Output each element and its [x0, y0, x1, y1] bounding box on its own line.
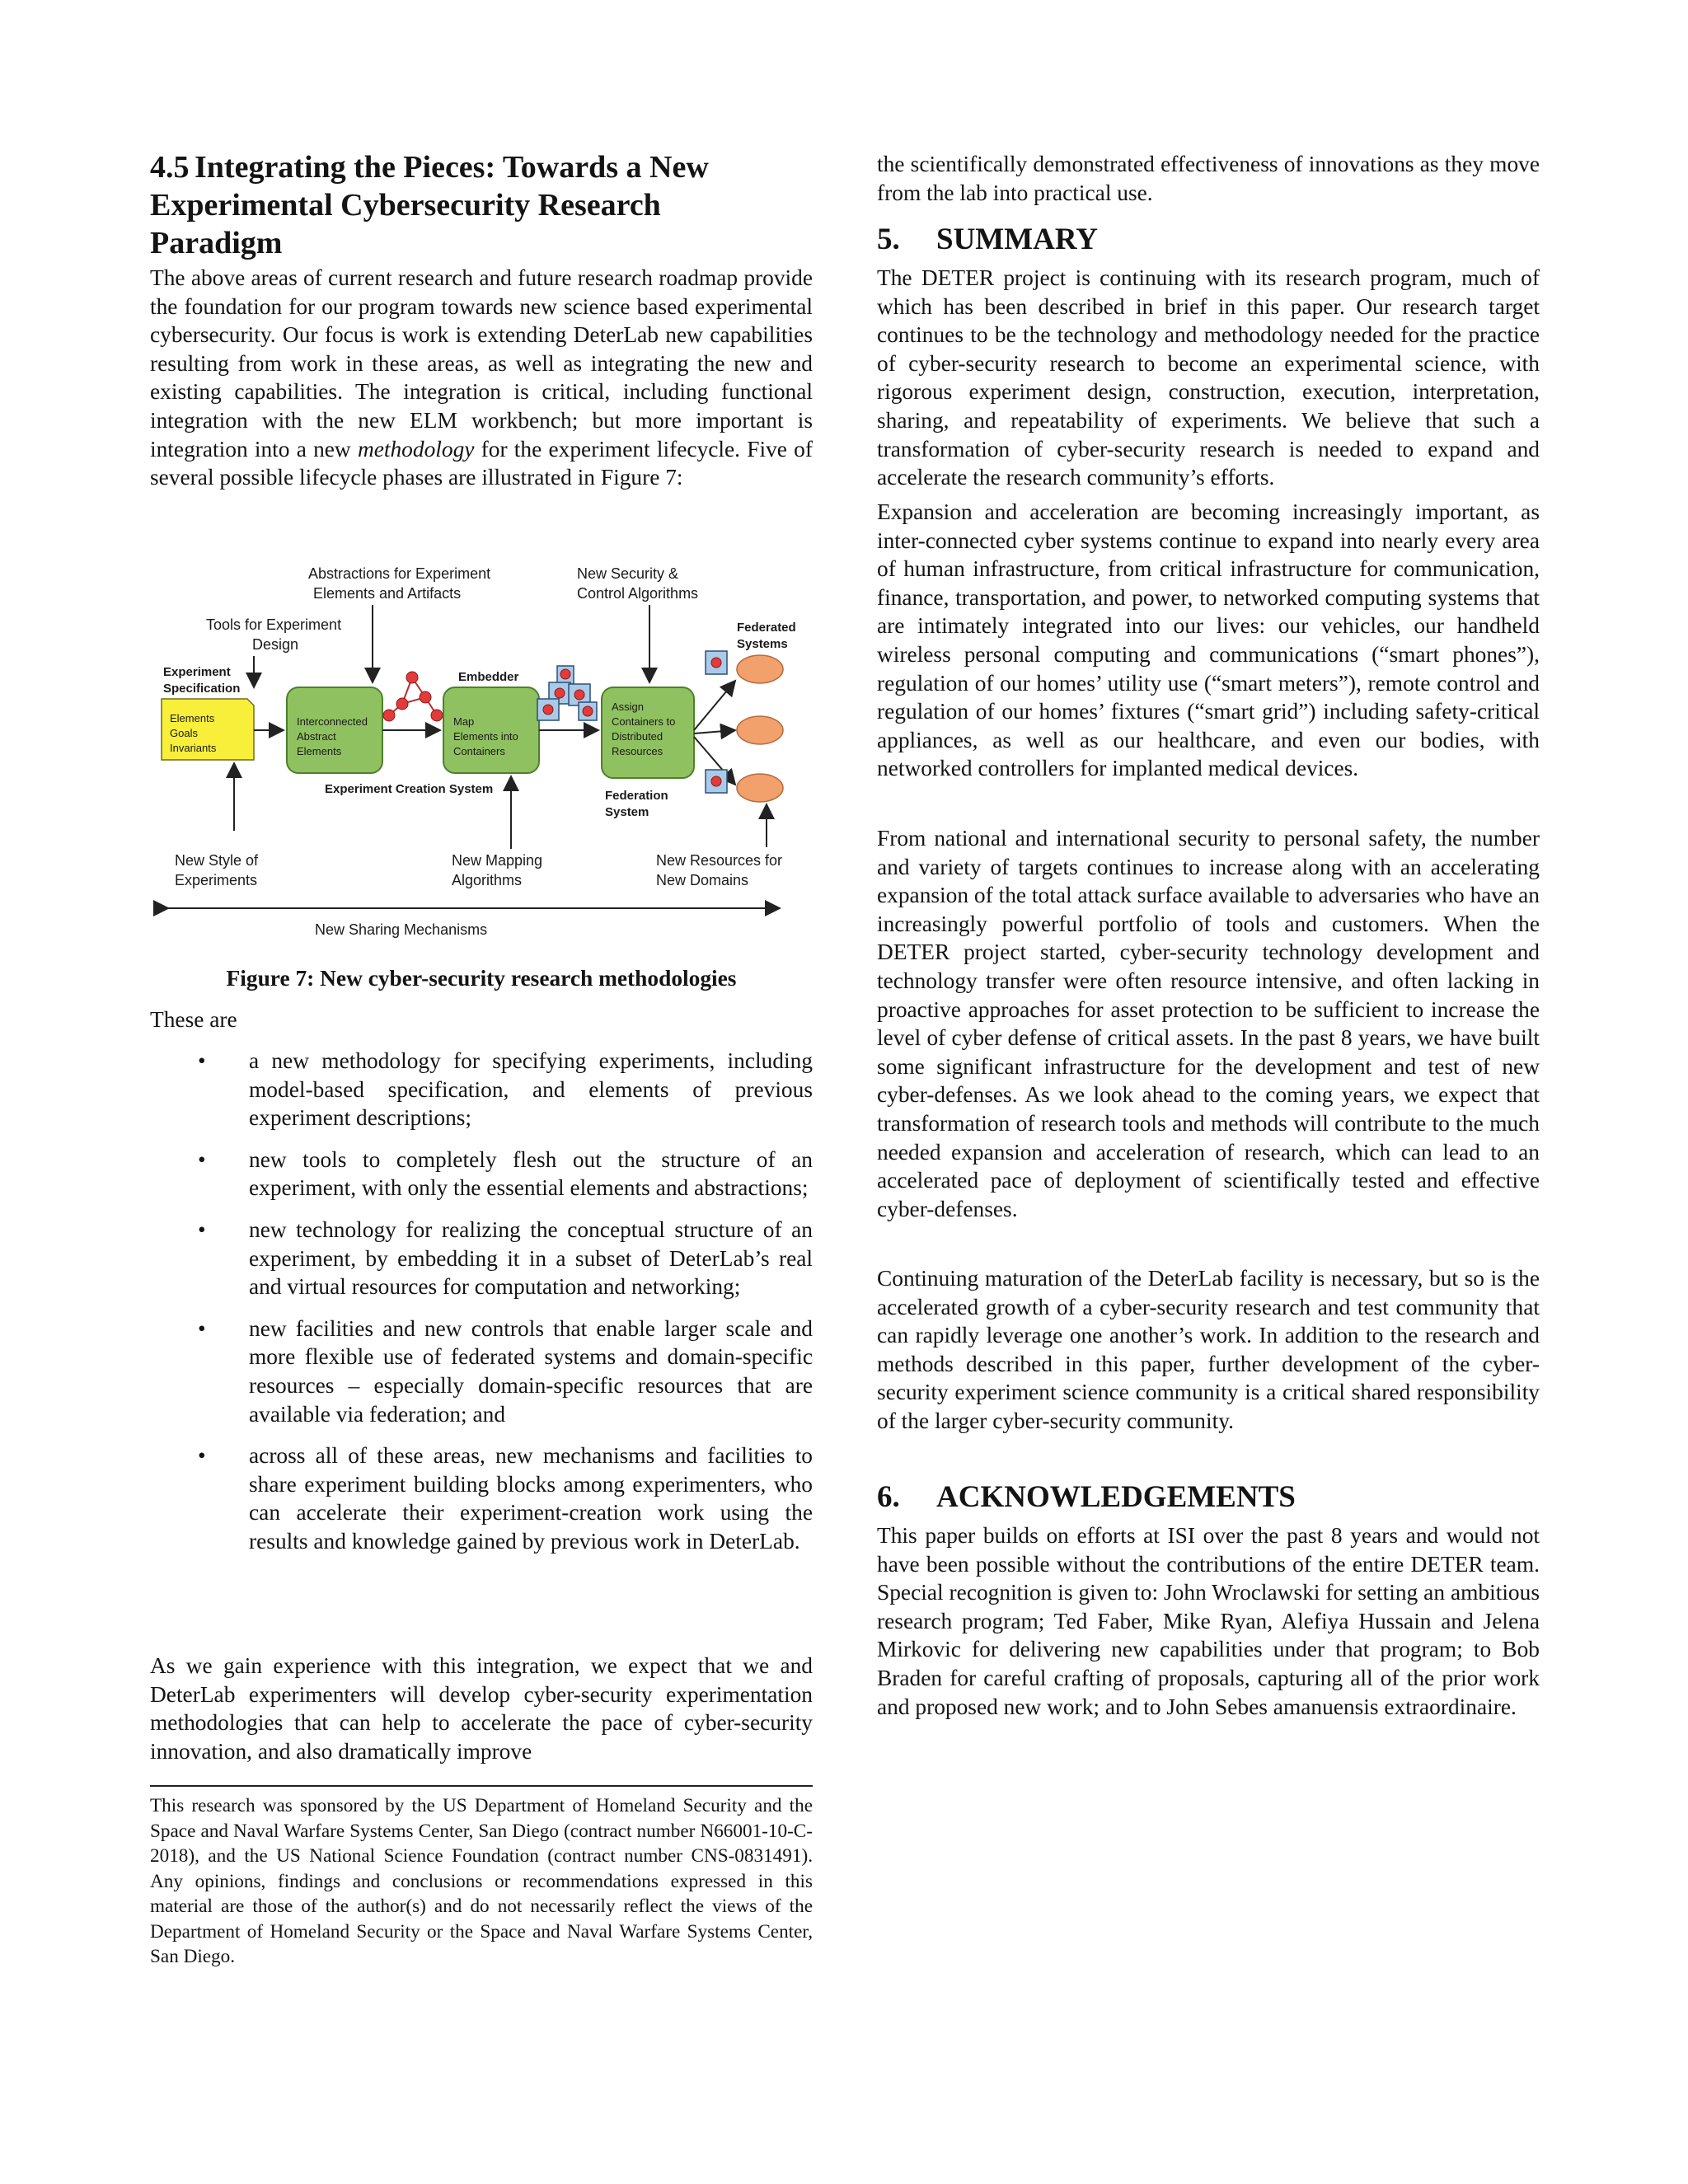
summary-paragraph-1: The DETER project is continuing with its research program, much of which has been described in brief in this paper. Our research target continues to be the technology and methodology needed for the practice of cyber-security research to become an experimental science, with rigorous experiment design, construction, execution, interpretation, sharing, and repeatability of experiments. We believe that such a transformation of cyber-security research is needed to expand and accelerate the research community’s efforts.	[877, 265, 1540, 490]
summary-paragraph-3: From national and international security to personal safety, the number and variety of targets continues to increase along with an accelerating expansion of the total attack surface available to adversaries who have an increasingly powerful portfolio of tools and customers. When the DETER project started, cyber-security technology development and technology transfer were often resource intensive, and often lacking in proactive approaches for asset protection to be sufficient to increase the level of cyber defense of critical assets. In the past 8 years, we have built some significant infrastructure for the development and test of new cyber-defenses. As we look ahead to the coming years, we expect that transformation of research tools and methods will contribute to the much needed expansion and acceleration of research, which can lead to an accelerated pace of deployment of scientifically tested and effective cyber-defenses.	[877, 826, 1540, 1221]
abstract-box-line-1: Interconnected	[297, 715, 368, 728]
bullet-text: new technology for realizing the conceptual structure of an experiment, by embedding it in a subset of DeterLab’s real and virtual resources for computation and networking;	[249, 1216, 813, 1300]
federated-containers	[706, 651, 727, 793]
footnote: This research was sponsored by the US Department of Homeland Security and the Space and Naval Warfare Systems Center, San Diego (contract number N66001-10-C-2018), and the US National Science Foundation (contract number CNS-0831491). Any opinions, findings and conclusions or recommendations expressed in this material are those of the author(s) and do not necessarily reflect the views of the Department of Homeland Security or the Space and Naval Warfare Systems Center, San Diego.	[150, 1795, 813, 1967]
list-item: • a new methodology for specifying experiments, including model-based specification, and elements of previous experiment descriptions;	[150, 1047, 813, 1132]
label-resources-1: New Resources for	[656, 852, 783, 869]
section-title-line-3: Paradigm	[150, 226, 283, 260]
label-abstractions-2: Elements and Artifacts	[313, 585, 462, 602]
section-4-5-heading	[150, 148, 813, 262]
acknowledgements-paragraph: This paper builds on efforts at ISI over the past 8 years and would not have been possible without the contributions of the entire DETER team. Special recognition is given to: John Wroclawski for setting an ambitious research program; Ted Faber, Mike Ryan, Alefiya Hussain and Jelena Mirkovic for delivering new capabilities under that program; to Bob Braden for careful crafting of proposals, capturing all of the prior work and proposed new work; and to John Sebes amanuensis extraordinaire.	[877, 1523, 1540, 1719]
summary-heading	[877, 221, 1540, 258]
spec-box-line-3: Invariants	[170, 742, 217, 754]
label-spec-1: Experiment	[163, 665, 231, 679]
summary-paragraph-2: Expansion and acceleration are becoming increasingly important, as inter-connected cyber systems continue to expand into nearly every area of human infrastructure, from critical infrastructure for communication, finance, transportation, and power, to networked computing systems that are intimately integrated into our lives: our vehicles, our handheld wireless personal computing and communications (“smart phones”), regulation of our homes’ utility use (“smart meters”), remote control and regulation of our homes’ fixtures (“smart grid”) including safety-critical appliances, as well as our healthcare, and even our bodies, with networked controllers for implanted medical devices.	[877, 499, 1540, 781]
label-security-2: Control Algorithms	[577, 585, 699, 602]
label-federated-2: Systems	[737, 637, 788, 651]
acknowledgements-title: ACKNOWLEDGEMENTS	[936, 1480, 1296, 1514]
abstract-box-line-3: Elements	[297, 745, 342, 757]
bullet-list	[150, 1047, 813, 1556]
assign-box-line-3: Distributed	[612, 730, 663, 743]
bullet-text: a new methodology for specifying experiments, including model-based specification, and elements of previous experiment descriptions;	[249, 1048, 813, 1131]
acknowledgements-number: 6.	[877, 1480, 900, 1514]
assign-box-line-1: Assign	[612, 701, 645, 713]
arrow-fed-mid	[694, 730, 735, 733]
label-style-1: New Style of	[175, 852, 259, 869]
section-4-5-paragraph-2: As we gain experience with this integration, we expect that we and DeterLab experimenters will develop cyber-security experimentation methodologies that can help to accelerate the pace of cyber-security innovation, and also dramatically improve	[150, 1653, 813, 1764]
assign-box-line-4: Resources	[612, 745, 663, 757]
federated-system-1	[737, 655, 783, 683]
list-item: • new technology for realizing the conceptual structure of an experiment, by embedding it in a subset of DeterLab’s real and virtual resources for computation and networking;	[150, 1216, 813, 1301]
summary-paragraph-4: Continuing maturation of the DeterLab facility is necessary, but so is the accelerated growth of a cyber-security research and test community that can rapidly leverage one another’s work. In addition to the research and methods described in this paper, further development of the cyber-security experiment science community is a critical shared responsibility of the larger cyber-security community.	[877, 1266, 1540, 1433]
label-mapping-2: Algorithms	[452, 872, 523, 888]
abstract-graph-nodes	[383, 672, 443, 721]
map-box-line-2: Elements into	[453, 730, 518, 743]
label-sharing: New Sharing Mechanisms	[315, 921, 488, 938]
summary-number: 5.	[877, 223, 900, 256]
federated-system-2	[737, 716, 783, 744]
section-number: 4.5	[150, 150, 190, 185]
spec-box-line-1: Elements	[170, 712, 215, 724]
label-creation-system: Experiment Creation System	[325, 782, 494, 796]
para1-text: The above areas of current research and future research roadmap provide the foundation for our program towards new science based experimental cybersecurity. Our focus is work is extending DeterLab new capabilities resulting from work in these areas, as well as integrating the new and existing capabilities. The integration is critical, including functional integration with the new ELM workbench; but more important is integration into a new	[150, 265, 813, 462]
map-box-line-1: Map	[453, 715, 475, 728]
para1-end: for the experiment lifecycle. Five of several possible lifecycle phases are illustrated in Figure 7:	[150, 436, 813, 490]
continuation-text: the scientifically demonstrated effectiveness of innovations as they move from the lab into practical use.	[877, 152, 1540, 205]
label-resources-2: New Domains	[656, 872, 749, 888]
section-4-5-paragraph-1	[150, 264, 813, 492]
label-spec-2: Specification	[163, 682, 241, 696]
acknowledgements-heading	[877, 1479, 1540, 1516]
map-box-line-3: Containers	[453, 745, 505, 757]
these-are-text: These are	[150, 1007, 237, 1032]
para1-italic: methodology	[357, 436, 475, 462]
abstract-box-line-2: Abstract	[297, 730, 336, 743]
figure-7-caption: Figure 7: New cyber-security research methodologies	[226, 966, 737, 991]
label-style-2: Experiments	[175, 872, 258, 888]
bullet-text: across all of these areas, new mechanisms and facilities to share experiment building blocks among experimenters, who can accelerate their experiment-creation work using the results and knowledge gained by previous work in DeterLab.	[249, 1443, 813, 1554]
summary-title: SUMMARY	[936, 223, 1099, 256]
bullet-text: new tools to completely flesh out the structure of an experiment, with only the essential elements and abstractions;	[249, 1146, 813, 1201]
footnote-rule	[150, 1785, 813, 1787]
label-federated-1: Federated	[737, 621, 796, 635]
federated-system-3	[737, 774, 783, 802]
bullet-text: new facilities and new controls that enable larger scale and more flexible use of federated systems and domain-specific resources – especially domain-specific resources that are available via federation; and	[249, 1315, 813, 1427]
label-tools-1: Tools for Experiment	[206, 616, 342, 633]
label-abstractions-1: Abstractions for Experiment	[308, 565, 491, 582]
list-item: • across all of these areas, new mechanisms and facilities to share experiment building blocks among experimenters, who can accelerate their experiment-creation work using the results and knowledge gained by previous work in DeterLab.	[150, 1441, 813, 1555]
label-mapping-1: New Mapping	[452, 852, 543, 869]
spec-box-line-2: Goals	[170, 727, 198, 739]
section-title-line-1: Integrating the Pieces: Towards a New	[195, 150, 709, 185]
figure-7-diagram	[150, 554, 813, 943]
label-tools-2: Design	[252, 636, 299, 653]
section-title-line-2: Experimental Cybersecurity Research	[150, 188, 661, 223]
label-federation-1: Federation	[605, 789, 668, 803]
assign-box-line-2: Containers to	[612, 715, 676, 728]
label-embedder: Embedder	[458, 670, 519, 684]
list-item: • new facilities and new controls that enable larger scale and more flexible use of federated systems and domain-specific resources – especially domain-specific resources that are available via federation; and	[150, 1315, 813, 1428]
label-security-1: New Security &	[577, 565, 679, 582]
label-federation-2: System	[605, 805, 649, 819]
list-item: • new tools to completely flesh out the structure of an experiment, with only the essential elements and abstractions;	[150, 1146, 813, 1202]
arrow-fed-top	[694, 681, 735, 730]
